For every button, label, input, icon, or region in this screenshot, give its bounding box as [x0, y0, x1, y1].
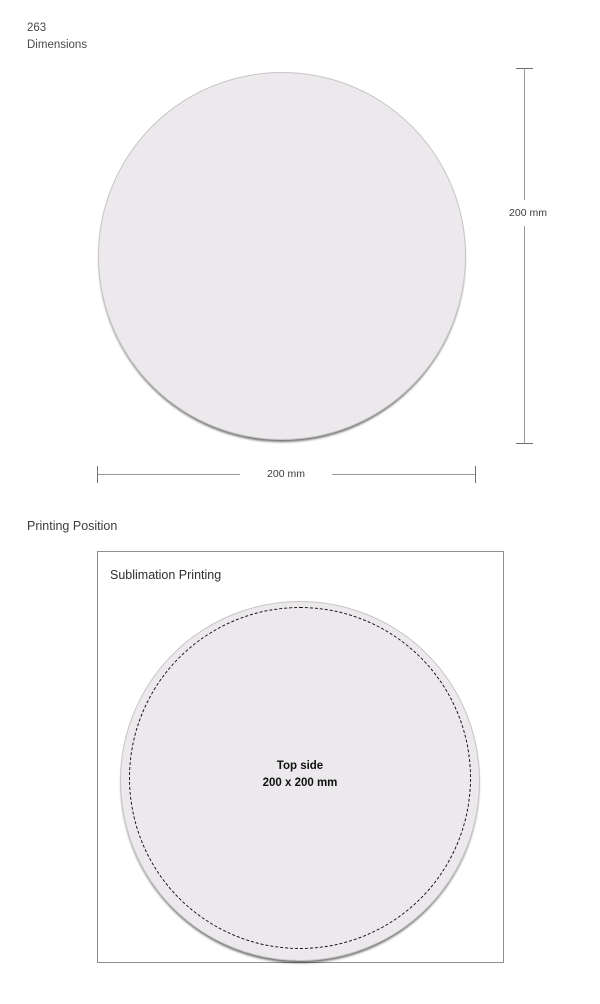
page-title: Dimensions	[27, 39, 88, 51]
vertical-dimension-cap-bottom	[516, 443, 533, 444]
horizontal-dimension-cap-right	[475, 466, 476, 483]
print-area-label	[180, 758, 420, 792]
vertical-dimension-line	[524, 68, 525, 444]
vertical-dimension-cap-top	[516, 68, 533, 69]
printing-position-heading: Printing Position	[27, 519, 118, 533]
printing-method-label: Sublimation Printing	[110, 568, 222, 582]
print-area-size: 200 x 200 mm	[262, 777, 338, 789]
product-disc-shape	[98, 72, 466, 440]
horizontal-dimension-label: 200 mm	[240, 466, 332, 483]
dimensions-diagram	[0, 0, 600, 500]
print-area-side: Top side	[276, 760, 324, 772]
product-code: 263	[27, 22, 47, 34]
vertical-dimension-label: 200 mm	[493, 200, 563, 226]
horizontal-dimension-cap-left	[97, 466, 98, 483]
